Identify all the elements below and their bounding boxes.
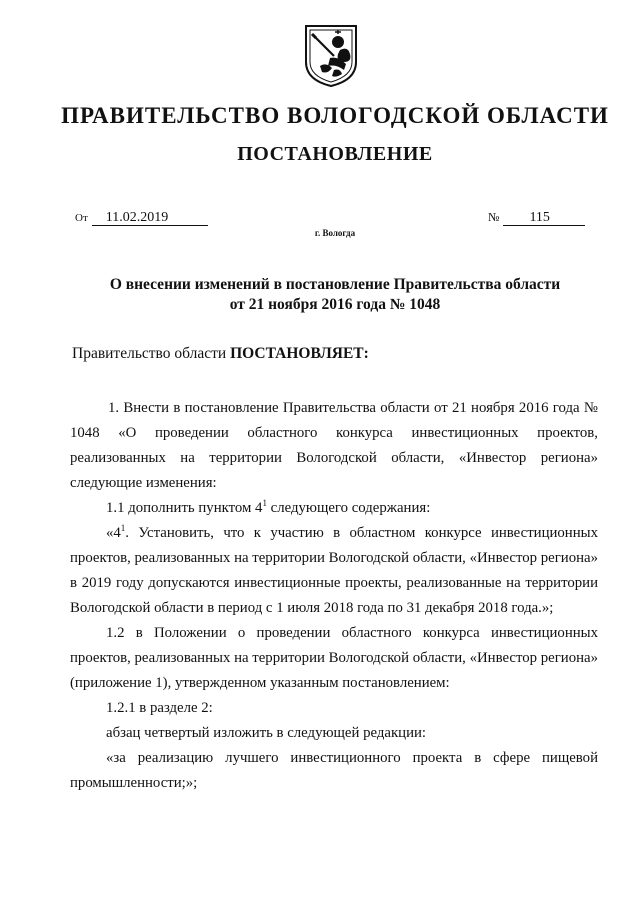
number-label: № [488,210,500,224]
number-field [488,210,585,226]
p2-tail: следующего содержания: [266,500,431,516]
p3-superscript: 1 [120,523,126,534]
paragraph-point-4-1 [70,521,598,621]
paragraph-abzac: абзац четвертый изложить в следующей редакции: [106,725,427,741]
subject-line-1: О внесении изменений в постановление Правительства области [109,276,561,293]
decree-statement [72,345,369,363]
paragraph-item-1-2-1: 1.2.1 в разделе 2: [106,700,213,716]
coat-of-arms-emblem [300,22,362,88]
date-field [75,210,208,226]
p2-text: 1.1 дополнить пунктом 4 [106,500,263,516]
decree-lead: Правительство области [72,345,227,362]
document-body [70,396,598,796]
decree-verb: ПОСТАНОВЛЯЕТ: [230,345,369,362]
p2-superscript: 1 [262,498,267,509]
city-label: г. Вологда [314,228,356,238]
document-subject [70,275,600,315]
p3-text: . Установить, что к участию в областном конкурсе инвестиционных проектов, реализованных на территории Вологодской области, «Инвестор региона» в 2019 году допускаются инвестиционные проекты, реализованные на территории Вологодской области в период с 1 июля 2018 года по 31 декабря 2018 года.»; [70,525,598,616]
date-value: 11.02.2019 [92,210,208,226]
number-value: 115 [503,210,585,226]
paragraph-item-1-2: 1.2 в Положении о проведении областного конкурса инвестиционных проектов, реализованных на территории Вологодской области, «Инвестор региона» (приложение 1), утвержденном указанным постановлением: [70,625,598,691]
government-title: ПРАВИТЕЛЬСТВО ВОЛОГОДСКОЙ ОБЛАСТИ [61,103,609,128]
paragraph-item-1: 1. Внести в постановление Правительства области от 21 ноября 2016 года № 1048 «О проведении областного конкурса инвестиционных проектов, реализованных на территории Вологодской области, «Инвестор региона» следующие изменения: [70,400,598,491]
p3-open: «4 [106,525,121,541]
subject-line-2: от 21 ноября 2016 года № 1048 [229,296,441,313]
date-label: От [75,212,88,224]
document-type: ПОСТАНОВЛЕНИЕ [237,143,433,165]
paragraph-quote: «за реализацию лучшего инвестиционного проекта в сфере пищевой промышленности;»; [70,750,598,791]
paragraph-item-1-1 [70,496,598,521]
